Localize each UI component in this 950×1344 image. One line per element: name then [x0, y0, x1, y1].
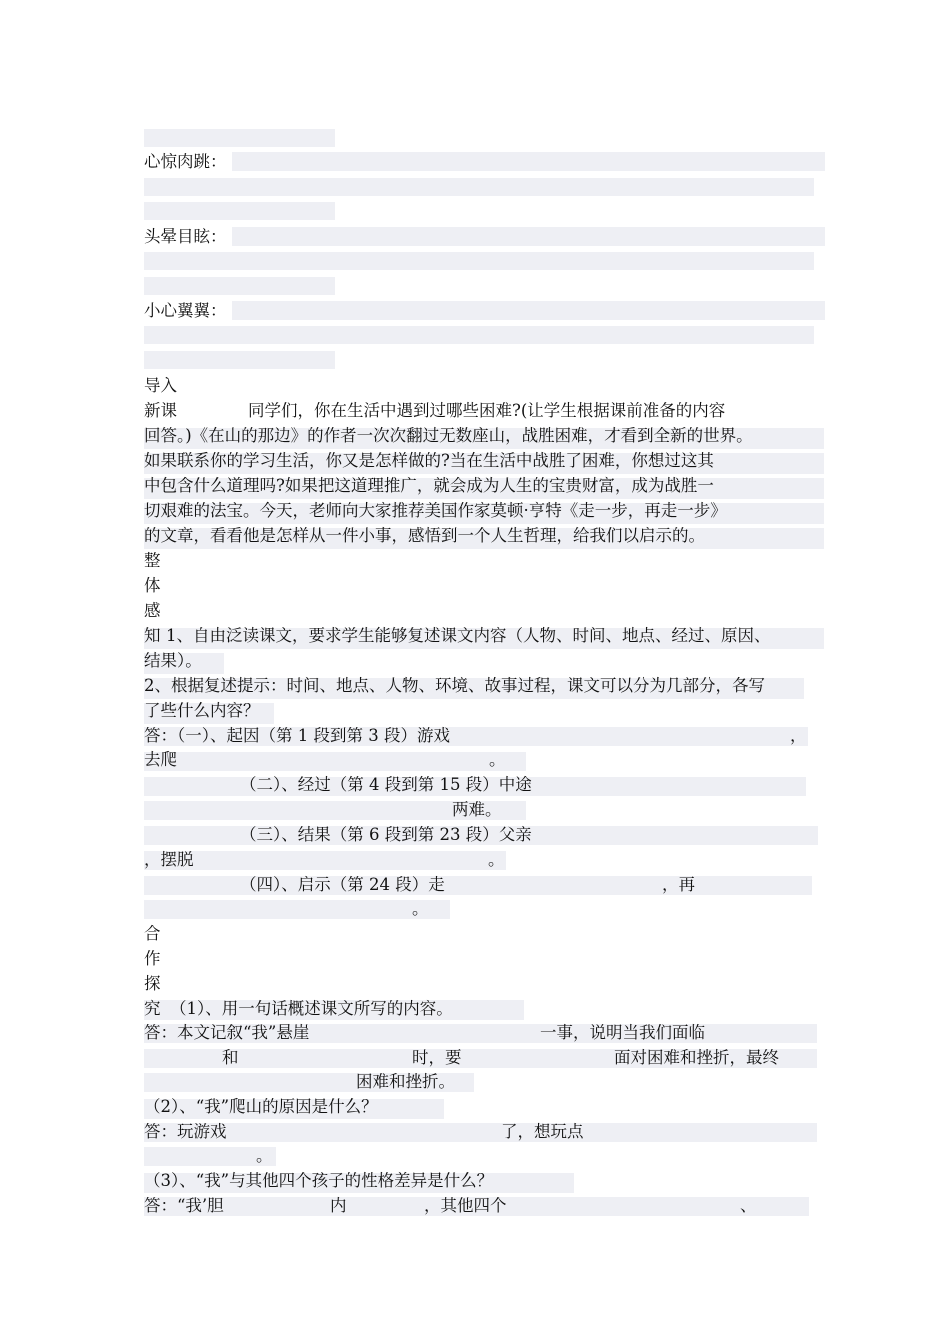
blank-bar: [144, 277, 335, 295]
question-1-cont: 结果）。: [144, 651, 202, 670]
blank-bar: [232, 301, 825, 320]
blank-bar: [144, 252, 814, 270]
answer-part-1: 答：（一）、起因（第 1 段到第 3 段）游戏: [144, 726, 450, 745]
coop-answer-3-nei: 内: [330, 1196, 347, 1215]
coop-question-2: （2）、“我”爬山的原因是什么？: [144, 1097, 378, 1116]
answer-part-3-end: 。: [488, 850, 505, 869]
answer-part-1-end: 。: [489, 750, 506, 769]
answer-part-4-end: 。: [412, 899, 429, 918]
vocab-term-2: 头晕目眩：: [144, 227, 227, 246]
coop-answer-1-end: 困难和挫折。: [356, 1072, 455, 1091]
blank-bar: [144, 129, 335, 147]
intro-line-1: 同学们，你在生活中遇到过哪些困难?(让学生根据课前准备的内容: [248, 401, 726, 420]
answer-part-1-cont: 去爬: [144, 750, 177, 769]
coop-question-3: （3）、“我”与其他四个孩子的性格差异是什么？: [144, 1171, 494, 1190]
coop-answer-1-he: 和: [222, 1048, 239, 1067]
intro-line-6: 的文章，看看他是怎样从一件小事，感悟到一个人生哲理，给我们以启示的。: [144, 526, 705, 545]
answer-part-3-cont: ，摆脱: [144, 850, 194, 869]
blank-bar: [232, 227, 825, 246]
coop-answer-1: 答：本文记叙“我”悬崖: [144, 1023, 310, 1042]
intro-line-2: 回答。)《在山的那边》的作者一次次翻过无数座山，战胜困难，才看到全新的世界。: [144, 426, 753, 445]
blank-bar: [144, 351, 335, 369]
section-label-cooperation: 合: [144, 924, 161, 943]
question-2-cont: 了些什么内容？: [144, 701, 260, 720]
section-label-perception: 感: [144, 601, 161, 620]
blank-bar: [144, 326, 814, 344]
section-label-cooperation: 作: [144, 949, 161, 968]
vocab-term-1: 心惊肉跳：: [144, 152, 227, 171]
question-1: 1、自由泛读课文，要求学生能够复述课文内容（人物、时间、地点、经过、原因、: [166, 626, 771, 645]
coop-answer-2: 答：玩游戏: [144, 1122, 227, 1141]
intro-line-5: 切艰难的法宝。今天，老师向大家推荐美国作家莫顿·亨特《走一步，再走一步》: [144, 501, 727, 520]
answer-part-4-mid: ，再: [662, 875, 695, 894]
blank-bar: [144, 1123, 817, 1142]
answer-part-2-cont: 两难。: [452, 800, 502, 819]
vocab-term-3: 小心翼翼：: [144, 301, 227, 320]
section-label-perception: 知: [144, 626, 161, 645]
blank-bar: [144, 900, 450, 919]
blank-bar: [232, 152, 825, 171]
intro-line-3: 如果联系你的学习生活，你又是怎样做的?当在生活中战胜了困难，你想过这其: [144, 451, 714, 470]
coop-answer-3: 答：“我’胆: [144, 1196, 224, 1215]
coop-answer-1-shi: 时，要: [412, 1048, 462, 1067]
section-label-perception: 体: [144, 576, 161, 595]
answer-part-1-comma: ，: [790, 726, 807, 745]
blank-bar: [144, 752, 526, 771]
coop-answer-3-other: ，其他四个: [424, 1196, 507, 1215]
coop-answer-2-mid: 了，想玩点: [501, 1122, 584, 1141]
coop-answer-2-end: 。: [256, 1146, 273, 1165]
section-label-perception: 整: [144, 551, 161, 570]
coop-answer-1-mid: 一事，说明当我们面临: [540, 1023, 705, 1042]
blank-bar: [144, 178, 814, 196]
coop-question-1: （1）、用一句话概述课文所写的内容。: [170, 999, 453, 1018]
section-label-cooperation: 探: [144, 974, 161, 993]
blank-bar: [144, 851, 506, 870]
coop-answer-3-sep: 、: [740, 1196, 757, 1215]
answer-part-3: （三）、结果（第 6 段到第 23 段）父亲: [240, 825, 532, 844]
blank-bar: [144, 202, 335, 220]
question-2: 2、根据复述提示：时间、地点、人物、环境、故事过程，课文可以分为几部分，各写: [144, 676, 765, 695]
answer-part-4: （四）、启示（第 24 段）走: [240, 875, 445, 894]
answer-part-2: （二）、经过（第 4 段到第 15 段）中途: [240, 775, 532, 794]
section-label-cooperation: 究: [144, 999, 161, 1018]
section-label-intro-1: 导入: [144, 376, 177, 395]
coop-answer-1-face: 面对困难和挫折，最终: [614, 1048, 779, 1067]
section-label-intro-2: 新课: [144, 401, 177, 420]
intro-line-4: 中包含什么道理吗?如果把这道理推广，就会成为人生的宝贵财富，成为战胜一: [144, 476, 714, 495]
